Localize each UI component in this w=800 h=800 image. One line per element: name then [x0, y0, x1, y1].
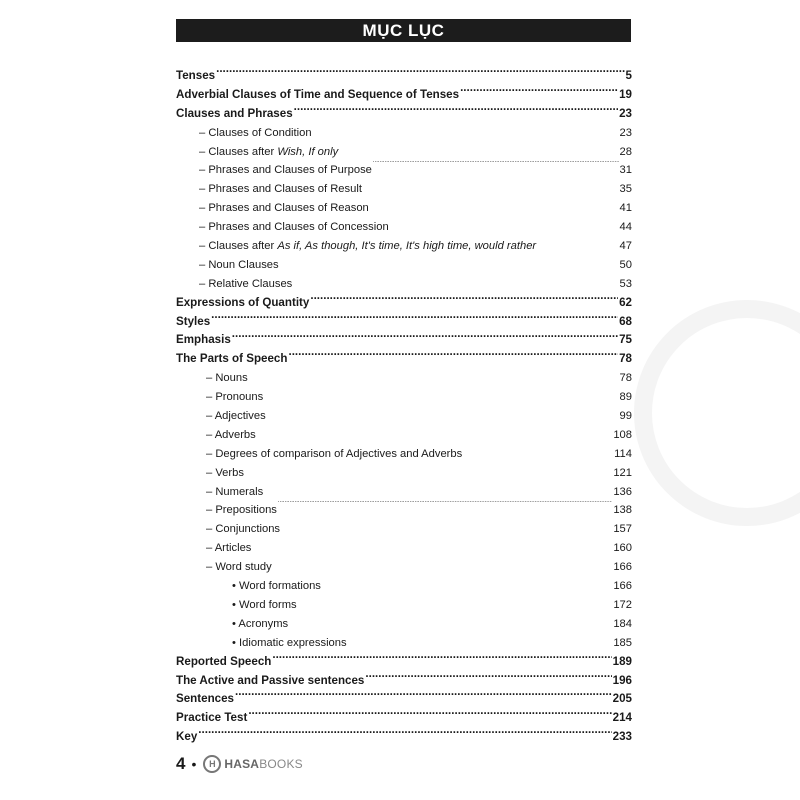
toc-page-number: 31	[619, 164, 632, 177]
toc-entry-title	[176, 690, 234, 709]
toc-subentry[interactable]	[176, 275, 632, 294]
toc-entry-title	[176, 596, 297, 615]
toc-entry-title-text: Reported Speech	[176, 654, 272, 668]
toc-entry-title-text: – Adjectives	[206, 410, 266, 423]
toc-subentry[interactable]	[176, 199, 632, 218]
toc-page-number: 121	[613, 466, 632, 479]
toc-page-number: 196	[612, 673, 632, 687]
toc-entry-title-text: Expressions of Quantity	[176, 295, 310, 309]
toc-page-number: 189	[612, 654, 632, 668]
toc-page-number: 53	[619, 277, 632, 290]
toc-page-number: 78	[619, 352, 632, 366]
toc-entry-title	[176, 86, 459, 105]
toc-entry-title	[176, 237, 536, 256]
dot-leader	[249, 369, 619, 381]
toc-entry-title-text: – Articles	[206, 542, 252, 555]
toc-entry-title	[176, 464, 244, 483]
toc-entry-title	[176, 180, 362, 199]
toc-page-number: 35	[619, 183, 632, 196]
dot-leader	[390, 218, 619, 230]
dot-leader	[322, 577, 612, 589]
toc-page-number: 62	[619, 295, 632, 309]
toc-entry-title	[176, 388, 263, 407]
brand-name-light: BOOKS	[259, 757, 303, 771]
toc-entry-title	[176, 275, 292, 294]
toc-entry-title	[176, 369, 248, 388]
toc-page-number: 160	[613, 542, 632, 555]
page-title: MỤC LỤC	[176, 19, 631, 42]
toc-page-number: 78	[619, 372, 632, 385]
toc-subentry[interactable]	[176, 520, 632, 539]
toc-entry-title	[176, 294, 309, 313]
toc-subentry[interactable]	[176, 237, 632, 256]
toc-entry-title	[176, 313, 210, 332]
toc-entry-title	[176, 728, 197, 747]
toc-entry-title	[176, 558, 272, 577]
toc-entry-title-text: – Noun Clauses	[199, 258, 279, 271]
toc-entry-title-text: – Clauses after	[199, 145, 278, 158]
toc-entry-title-text: – Phrases and Clauses of Concession	[199, 221, 389, 234]
dot-leader	[298, 596, 613, 608]
toc-entry-title-text: The Parts of Speech	[176, 352, 288, 366]
toc-entry-title-text: – Phrases and Clauses of Reason	[199, 202, 369, 215]
dot-leader	[232, 331, 618, 343]
toc-entry-title-italic: As if, As though, It's time, It's high time, would rather	[277, 240, 537, 253]
toc-entry-title	[176, 709, 247, 728]
dot-leader	[294, 105, 618, 117]
toc-page-number: 23	[619, 126, 632, 139]
dot-leader	[264, 388, 618, 400]
toc-page-number: 172	[613, 598, 632, 611]
dot-leader	[216, 67, 624, 79]
toc-entry-title	[176, 218, 389, 237]
toc-subentry[interactable]	[176, 501, 632, 520]
toc-entry-title-text: Practice Test	[176, 711, 248, 725]
toc-entry-title-text: – Conjunctions	[206, 523, 281, 536]
toc-subentry[interactable]	[176, 464, 632, 483]
toc-entry-title	[176, 199, 369, 218]
dot-leader	[248, 709, 611, 721]
table-of-contents	[176, 67, 632, 747]
toc-entry-title	[176, 634, 347, 653]
toc-entry-title-text: – Adverbs	[206, 428, 256, 441]
toc-entry-title	[176, 577, 321, 596]
toc-subentry[interactable]	[176, 256, 632, 275]
toc-page-number: 185	[613, 636, 632, 649]
toc-entry-title	[176, 520, 280, 539]
toc-entry-title-text: – Numerals	[206, 485, 264, 498]
dot-leader	[264, 483, 612, 495]
toc-chapter-entry[interactable]	[176, 728, 632, 747]
toc-page-number: 68	[619, 314, 632, 328]
toc-subentry[interactable]	[176, 615, 632, 634]
toc-entry-title	[176, 445, 462, 464]
toc-chapter-entry[interactable]	[176, 709, 632, 728]
dot-leader	[537, 237, 618, 249]
toc-chapter-entry[interactable]	[176, 690, 632, 709]
toc-entry-title-text: – Verbs	[206, 466, 244, 479]
dot-leader	[363, 180, 619, 192]
dot-leader	[365, 672, 611, 684]
toc-subentry[interactable]	[176, 161, 632, 180]
toc-page-number: 138	[613, 504, 632, 517]
toc-entry-title	[176, 501, 277, 520]
toc-entry-title-text: – Clauses of Condition	[199, 126, 312, 139]
toc-page-number: 114	[614, 447, 632, 460]
toc-entry-title	[176, 539, 251, 558]
toc-entry-title	[176, 161, 372, 180]
dot-leader	[460, 86, 618, 98]
toc-entry-title-text: – Phrases and Clauses of Result	[199, 183, 362, 196]
toc-entry-title-italic: Wish, If only	[277, 145, 339, 158]
dot-leader	[211, 313, 618, 325]
toc-page-number: 157	[613, 523, 632, 536]
toc-subentry[interactable]	[176, 180, 632, 199]
toc-chapter-entry[interactable]	[176, 313, 632, 332]
toc-page-number: 44	[619, 221, 632, 234]
toc-page-number: 99	[619, 410, 632, 423]
page-footer	[176, 752, 303, 776]
page-number: 4	[176, 754, 186, 773]
toc-page-number: 50	[619, 258, 632, 271]
toc-subentry[interactable]	[176, 558, 632, 577]
toc-page-number: 75	[619, 333, 632, 347]
toc-entry-title-text: – Degrees of comparison of Adjectives and Adverbs	[206, 447, 463, 460]
toc-entry-title-text: – Pronouns	[206, 391, 264, 404]
dot-leader	[348, 634, 613, 646]
toc-entry-title	[176, 483, 263, 502]
dot-leader	[245, 464, 612, 476]
brand-name-bold: HASA	[224, 757, 260, 771]
dot-leader	[273, 558, 613, 570]
dot-leader	[281, 520, 612, 532]
dot-leader	[278, 501, 612, 513]
toc-page-number: 28	[619, 145, 632, 158]
toc-page-number: 166	[613, 580, 632, 593]
toc-page-number: 23	[619, 106, 632, 120]
toc-entry-title	[176, 331, 231, 350]
dot-leader	[235, 690, 612, 702]
dot-leader	[257, 426, 613, 438]
watermark-circle	[634, 300, 800, 526]
toc-subentry[interactable]	[176, 369, 632, 388]
toc-entry-title-text: Styles	[176, 314, 211, 328]
toc-subentry[interactable]	[176, 445, 632, 464]
toc-entry-title-text: Adverbial Clauses of Time and Sequence of Tenses	[176, 87, 460, 101]
toc-page-number: 5	[625, 69, 632, 82]
toc-subentry[interactable]	[176, 388, 632, 407]
toc-chapter-entry[interactable]	[176, 86, 632, 105]
toc-entry-title	[176, 407, 266, 426]
toc-entry-title	[176, 105, 293, 124]
toc-entry-title	[176, 256, 279, 275]
dot-leader	[313, 124, 619, 136]
toc-entry-title-text: • Word forms	[232, 598, 297, 611]
toc-subentry[interactable]	[176, 124, 632, 143]
toc-entry-title	[176, 426, 256, 445]
toc-chapter-entry[interactable]	[176, 350, 632, 369]
toc-chapter-entry[interactable]	[176, 67, 632, 86]
footer-separator: •	[191, 756, 197, 772]
dot-leader	[252, 539, 612, 551]
toc-entry-title	[176, 124, 312, 143]
toc-page-number: 89	[619, 391, 632, 404]
toc-entry-title-text: Emphasis	[176, 333, 231, 347]
dot-leader	[370, 199, 619, 211]
toc-chapter-entry[interactable]	[176, 105, 632, 124]
toc-entry-title-text: • Idiomatic expressions	[232, 636, 347, 649]
dot-leader	[339, 143, 618, 155]
toc-entry-title-text: Key	[176, 730, 198, 744]
toc-subentry[interactable]	[176, 577, 632, 596]
toc-entry-title	[176, 67, 215, 86]
toc-entry-title-text: Clauses and Phrases	[176, 106, 293, 120]
toc-entry-title-text: • Acronyms	[232, 617, 289, 630]
toc-page-number: 47	[619, 240, 632, 253]
toc-subentry[interactable]	[176, 483, 632, 502]
toc-chapter-entry[interactable]	[176, 672, 632, 691]
toc-page-number: 41	[619, 202, 632, 215]
toc-subentry[interactable]	[176, 539, 632, 558]
dot-leader	[280, 256, 619, 268]
dot-leader	[310, 294, 618, 306]
toc-subentry[interactable]	[176, 218, 632, 237]
toc-subentry[interactable]	[176, 143, 632, 162]
dot-leader	[289, 615, 612, 627]
toc-subentry[interactable]	[176, 407, 632, 426]
dot-leader	[373, 161, 619, 173]
toc-page-number: 136	[613, 485, 632, 498]
toc-entry-title-text: – Nouns	[206, 372, 248, 385]
toc-subentry[interactable]	[176, 426, 632, 445]
toc-page-number: 205	[612, 692, 632, 706]
toc-page-number: 233	[612, 730, 632, 744]
toc-page-number: 214	[612, 711, 632, 725]
dot-leader	[267, 407, 619, 419]
dot-leader	[198, 728, 611, 740]
toc-page-number: 19	[619, 87, 632, 101]
toc-entry-title	[176, 672, 364, 691]
dot-leader	[272, 653, 611, 665]
toc-entry-title-text: – Phrases and Clauses of Purpose	[199, 164, 372, 177]
toc-entry-title-text: – Relative Clauses	[199, 277, 293, 290]
dot-leader	[463, 445, 613, 457]
toc-entry-title	[176, 143, 338, 162]
toc-chapter-entry[interactable]	[176, 653, 632, 672]
toc-subentry[interactable]	[176, 596, 632, 615]
toc-entry-title	[176, 615, 288, 634]
toc-subentry[interactable]	[176, 634, 632, 653]
toc-page-number: 108	[613, 428, 632, 441]
toc-entry-title-text: Sentences	[176, 692, 234, 706]
toc-entry-title	[176, 350, 287, 369]
toc-entry-title-text: Tenses	[176, 69, 216, 82]
toc-chapter-entry[interactable]	[176, 294, 632, 313]
dot-leader	[288, 350, 618, 362]
toc-entry-title-text: – Prepositions	[206, 504, 277, 517]
toc-entry-title-text: • Word formations	[232, 580, 321, 593]
toc-entry-title	[176, 653, 271, 672]
hasabooks-logo-icon: H	[203, 755, 221, 773]
toc-page-number: 184	[613, 617, 632, 630]
toc-entry-title-text: – Word study	[206, 561, 272, 574]
toc-chapter-entry[interactable]	[176, 331, 632, 350]
toc-page-number: 166	[613, 561, 632, 574]
dot-leader	[293, 275, 618, 287]
toc-entry-title-text: – Clauses after	[199, 240, 278, 253]
toc-entry-title-text: The Active and Passive sentences	[176, 673, 365, 687]
